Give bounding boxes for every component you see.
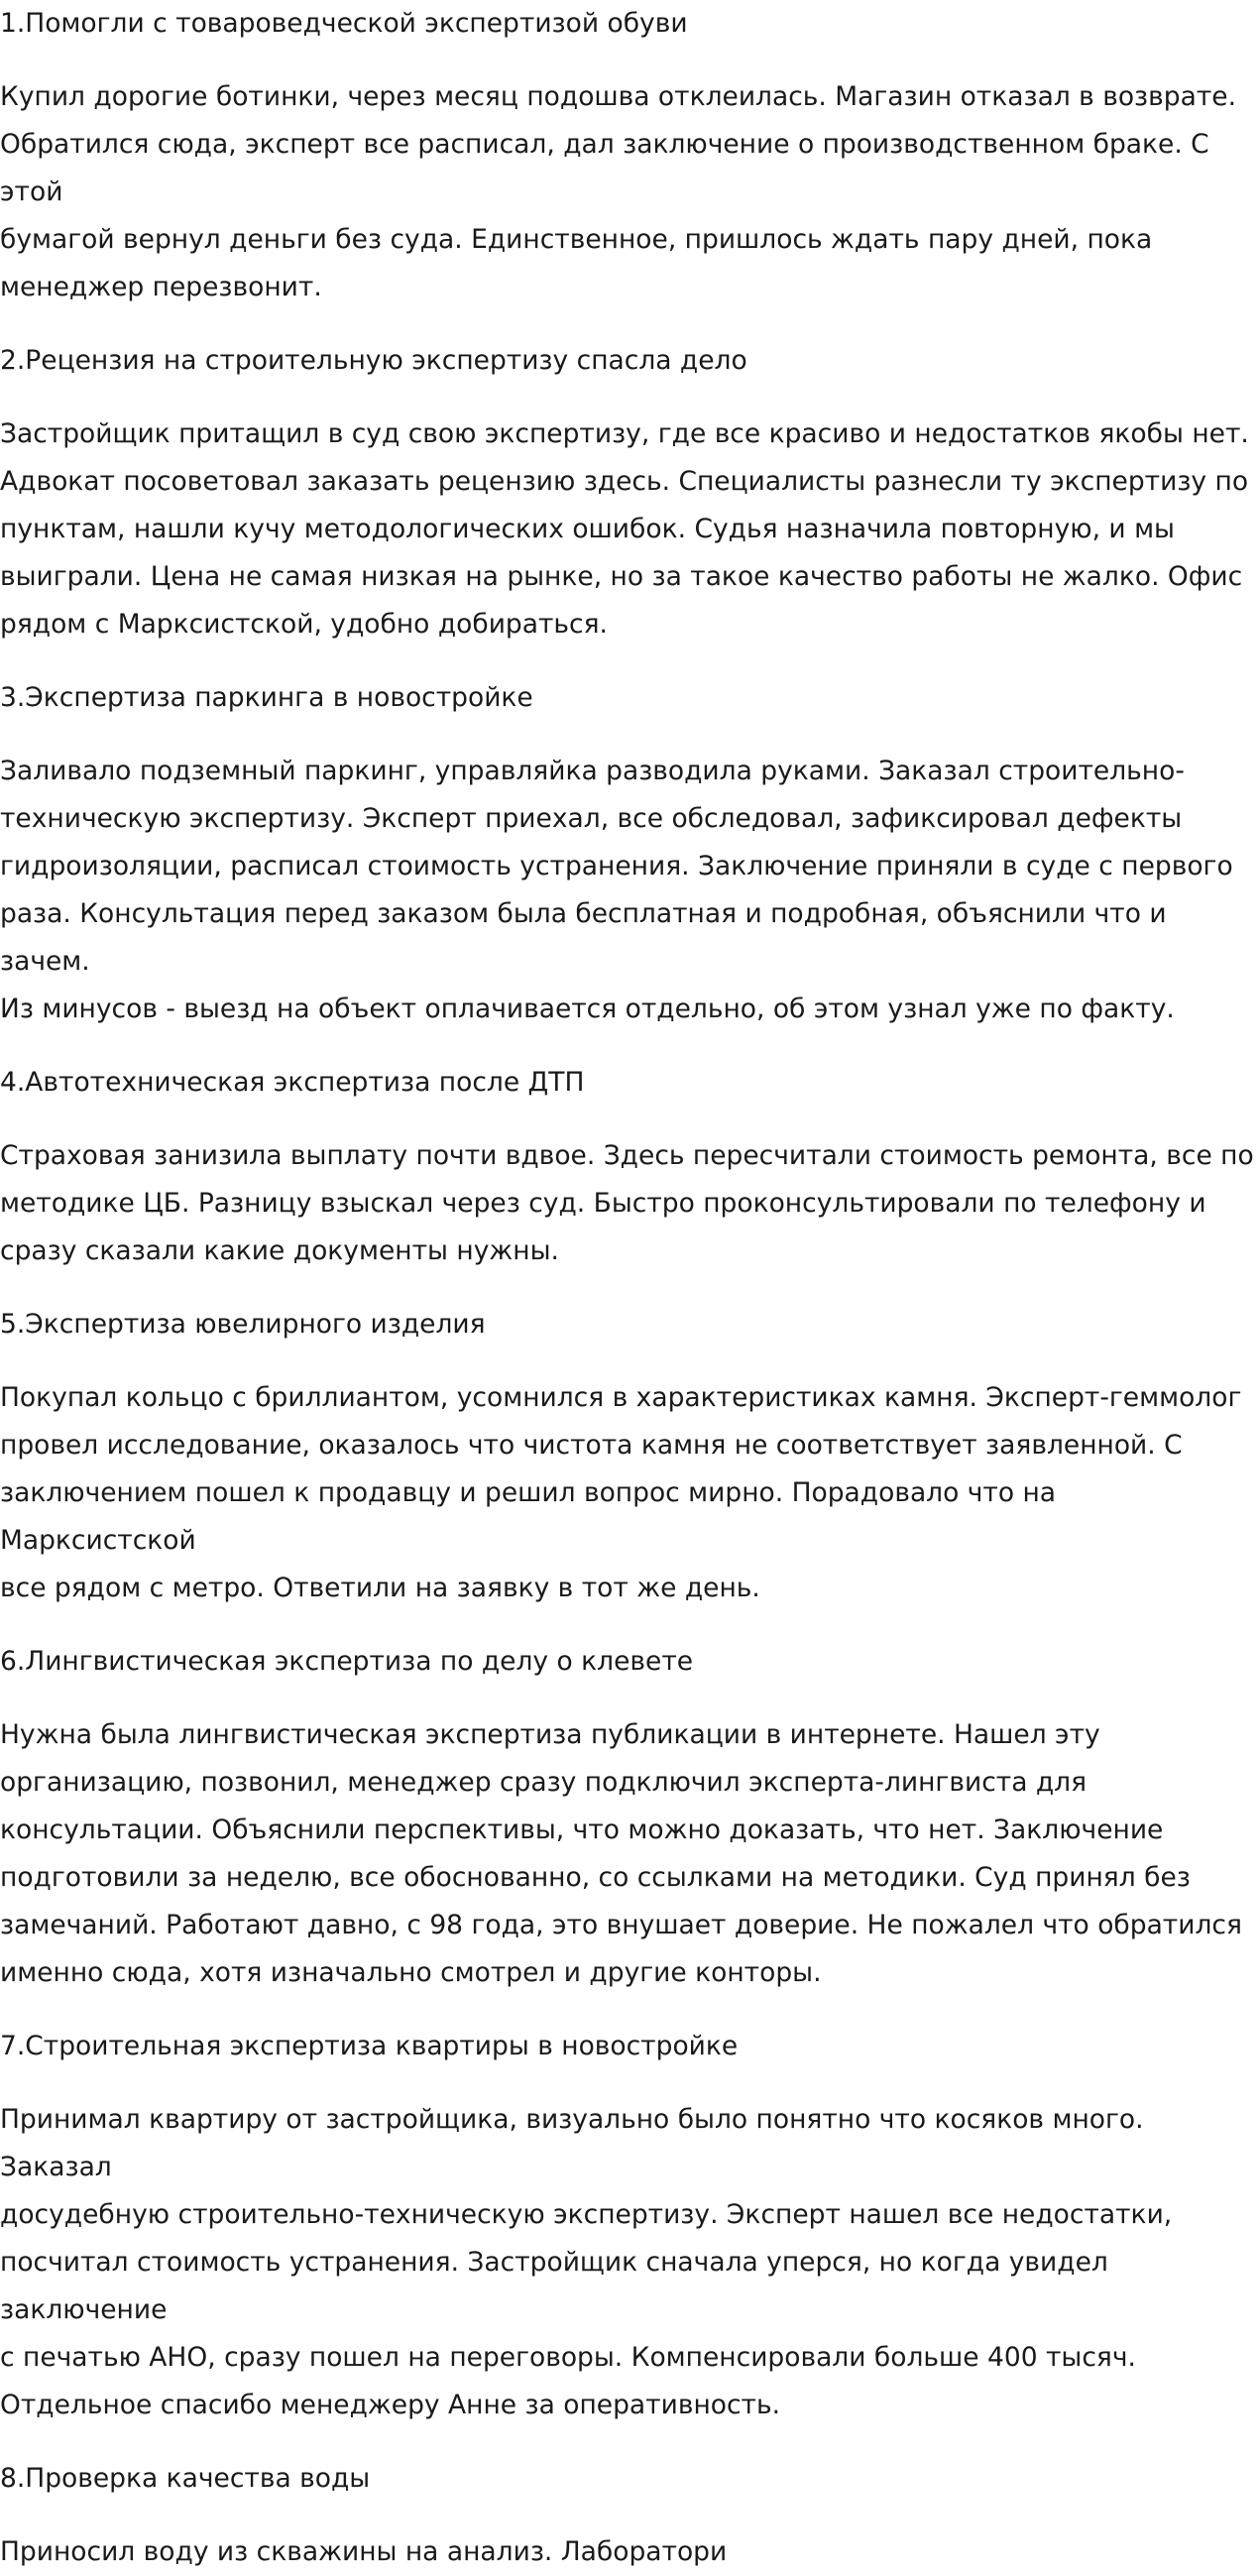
review-text-line: с печатью АНО, сразу пошел на переговоры. Компенсировали больше 400 тысяч. (0, 2342, 1136, 2373)
review-title: 8.Проверка качества воды (0, 2463, 371, 2494)
review-item (0, 2455, 1259, 2576)
review-text-line: раза. Консультация перед заказом была бесплатная и подробная, объяснили что и зачем. (0, 898, 1167, 977)
review-text-line: организацию, позвонил, менеджер сразу подключил эксперта-лингвиста для (0, 1767, 1087, 1798)
review-text-line: Купил дорогие ботинки, через месяц подошва отклеилась. Магазин отказал в возврате. (0, 81, 1236, 112)
review-text-line: Страховая занизила выплату почти вдвое. Здесь пересчитали стоимость ремонта, все по (0, 1140, 1254, 1171)
review-text-line: Заливало подземный паркинг, управляйка разводила руками. Заказал строительно- (0, 756, 1185, 786)
review-text-line: Застройщик притащил в суд свою экспертизу, где все красиво и недостатков якобы нет. (0, 418, 1249, 449)
review-text-line: досудебную строительно-техническую экспертизу. Эксперт нашел все недостатки, (0, 2199, 1173, 2230)
review-text-line: рядом с Марксистской, удобно добираться. (0, 609, 608, 640)
review-text-line: пунктам, нашли кучу методологических ошибок. Судья назначила повторную, и мы (0, 514, 1175, 544)
review-title: 4.Автотехническая экспертиза после ДТП (0, 1067, 585, 1098)
review-text-line: подготовили за неделю, все обоснованно, со ссылками на методики. Суд принял без (0, 1862, 1191, 1893)
review-item (0, 1301, 1259, 1612)
review-text-line: все рядом с метро. Ответили на заявку в тот же день. (0, 1573, 760, 1603)
review-text-line: Из минусов - выезд на объект оплачивается отдельно, об этом узнал уже по факту. (0, 994, 1175, 1024)
review-item (0, 337, 1259, 648)
review-title: 7.Строительная экспертиза квартиры в новостройке (0, 2031, 739, 2061)
review-text-line: посчитал стоимость устранения. Застройщик сначала уперся, но когда увидел заключение (0, 2247, 1108, 2325)
review-text-line: Покупал кольцо с бриллиантом, усомнился в характеристиках камня. Эксперт-геммолог (0, 1382, 1242, 1413)
review-text-line: методике ЦБ. Разницу взыскал через суд. Быстро проконсультировали по телефону и (0, 1188, 1206, 1219)
review-text-line: заключением пошел к продавцу и решил вопрос мирно. Порадовало что на Марксистской (0, 1477, 1057, 1556)
review-text (0, 748, 1257, 1033)
review-text-line: Нужна была лингвистическая экспертиза публикации в интернете. Нашел эту (0, 1719, 1100, 1750)
review-text-line: Принимал квартиру от застройщика, визуально было понятно что косяков много. Заказал (0, 2104, 1144, 2182)
review-item (0, 0, 1259, 311)
review-text-line: Приносил воду из скважины на анализ. Лаборатори (0, 2536, 728, 2567)
review-text (0, 2528, 1257, 2576)
review-text (0, 1374, 1257, 1612)
review-item (0, 674, 1259, 1033)
review-text-line: замечаний. Работают давно, с 98 года, это внушает доверие. Не пожалел что обратился (0, 1910, 1242, 1940)
review-text-line: Обратился сюда, эксперт все расписал, дал заключение о производственном браке. С этой (0, 129, 1209, 207)
review-item (0, 1059, 1259, 1275)
review-text-line: консультации. Объяснили перспективы, что можно доказать, что нет. Заключение (0, 1815, 1164, 1845)
review-text (0, 1132, 1257, 1275)
review-text-line: Отдельное спасибо менеджеру Анне за оперативность. (0, 2390, 781, 2420)
review-text-line: выиграли. Цена не самая низкая на рынке, но за такое качество работы не жалко. Офис (0, 561, 1243, 592)
review-title: 5.Экспертиза ювелирного изделия (0, 1309, 486, 1340)
review-text-line: техническую экспертизу. Эксперт приехал, все обследовал, зафиксировал дефекты (0, 803, 1183, 834)
review-text-line: провел исследование, оказалось что чистота камня не соответствует заявленной. С (0, 1430, 1183, 1461)
review-text-line: Адвокат посоветовал заказать рецензию здесь. Специалисты разнесли ту экспертизу по (0, 466, 1249, 497)
review-text (0, 73, 1257, 311)
review-title: 3.Экспертиза паркинга в новостройке (0, 682, 533, 713)
review-title: 6.Лингвистическая экспертиза по делу о клевете (0, 1646, 694, 1677)
review-text-line: менеджер перезвонит. (0, 272, 322, 302)
review-item (0, 2023, 1259, 2429)
review-text-line: сразу сказали какие документы нужны. (0, 1235, 559, 1266)
review-text-line: бумагой вернул деньги без суда. Единственное, пришлось ждать пару дней, пока (0, 224, 1153, 255)
review-text (0, 410, 1257, 648)
review-item (0, 1638, 1259, 1997)
review-text (0, 1711, 1257, 1997)
review-title: 2.Рецензия на строительную экспертизу спасла дело (0, 345, 747, 376)
review-text (0, 2096, 1257, 2429)
review-title: 1.Помогли с товароведческой экспертизой обуви (0, 8, 688, 39)
review-text-line: гидроизоляции, расписал стоимость устранения. Заключение приняли в суде с первого (0, 851, 1233, 881)
review-text-line: именно сюда, хотя изначально смотрел и другие конторы. (0, 1957, 822, 1988)
